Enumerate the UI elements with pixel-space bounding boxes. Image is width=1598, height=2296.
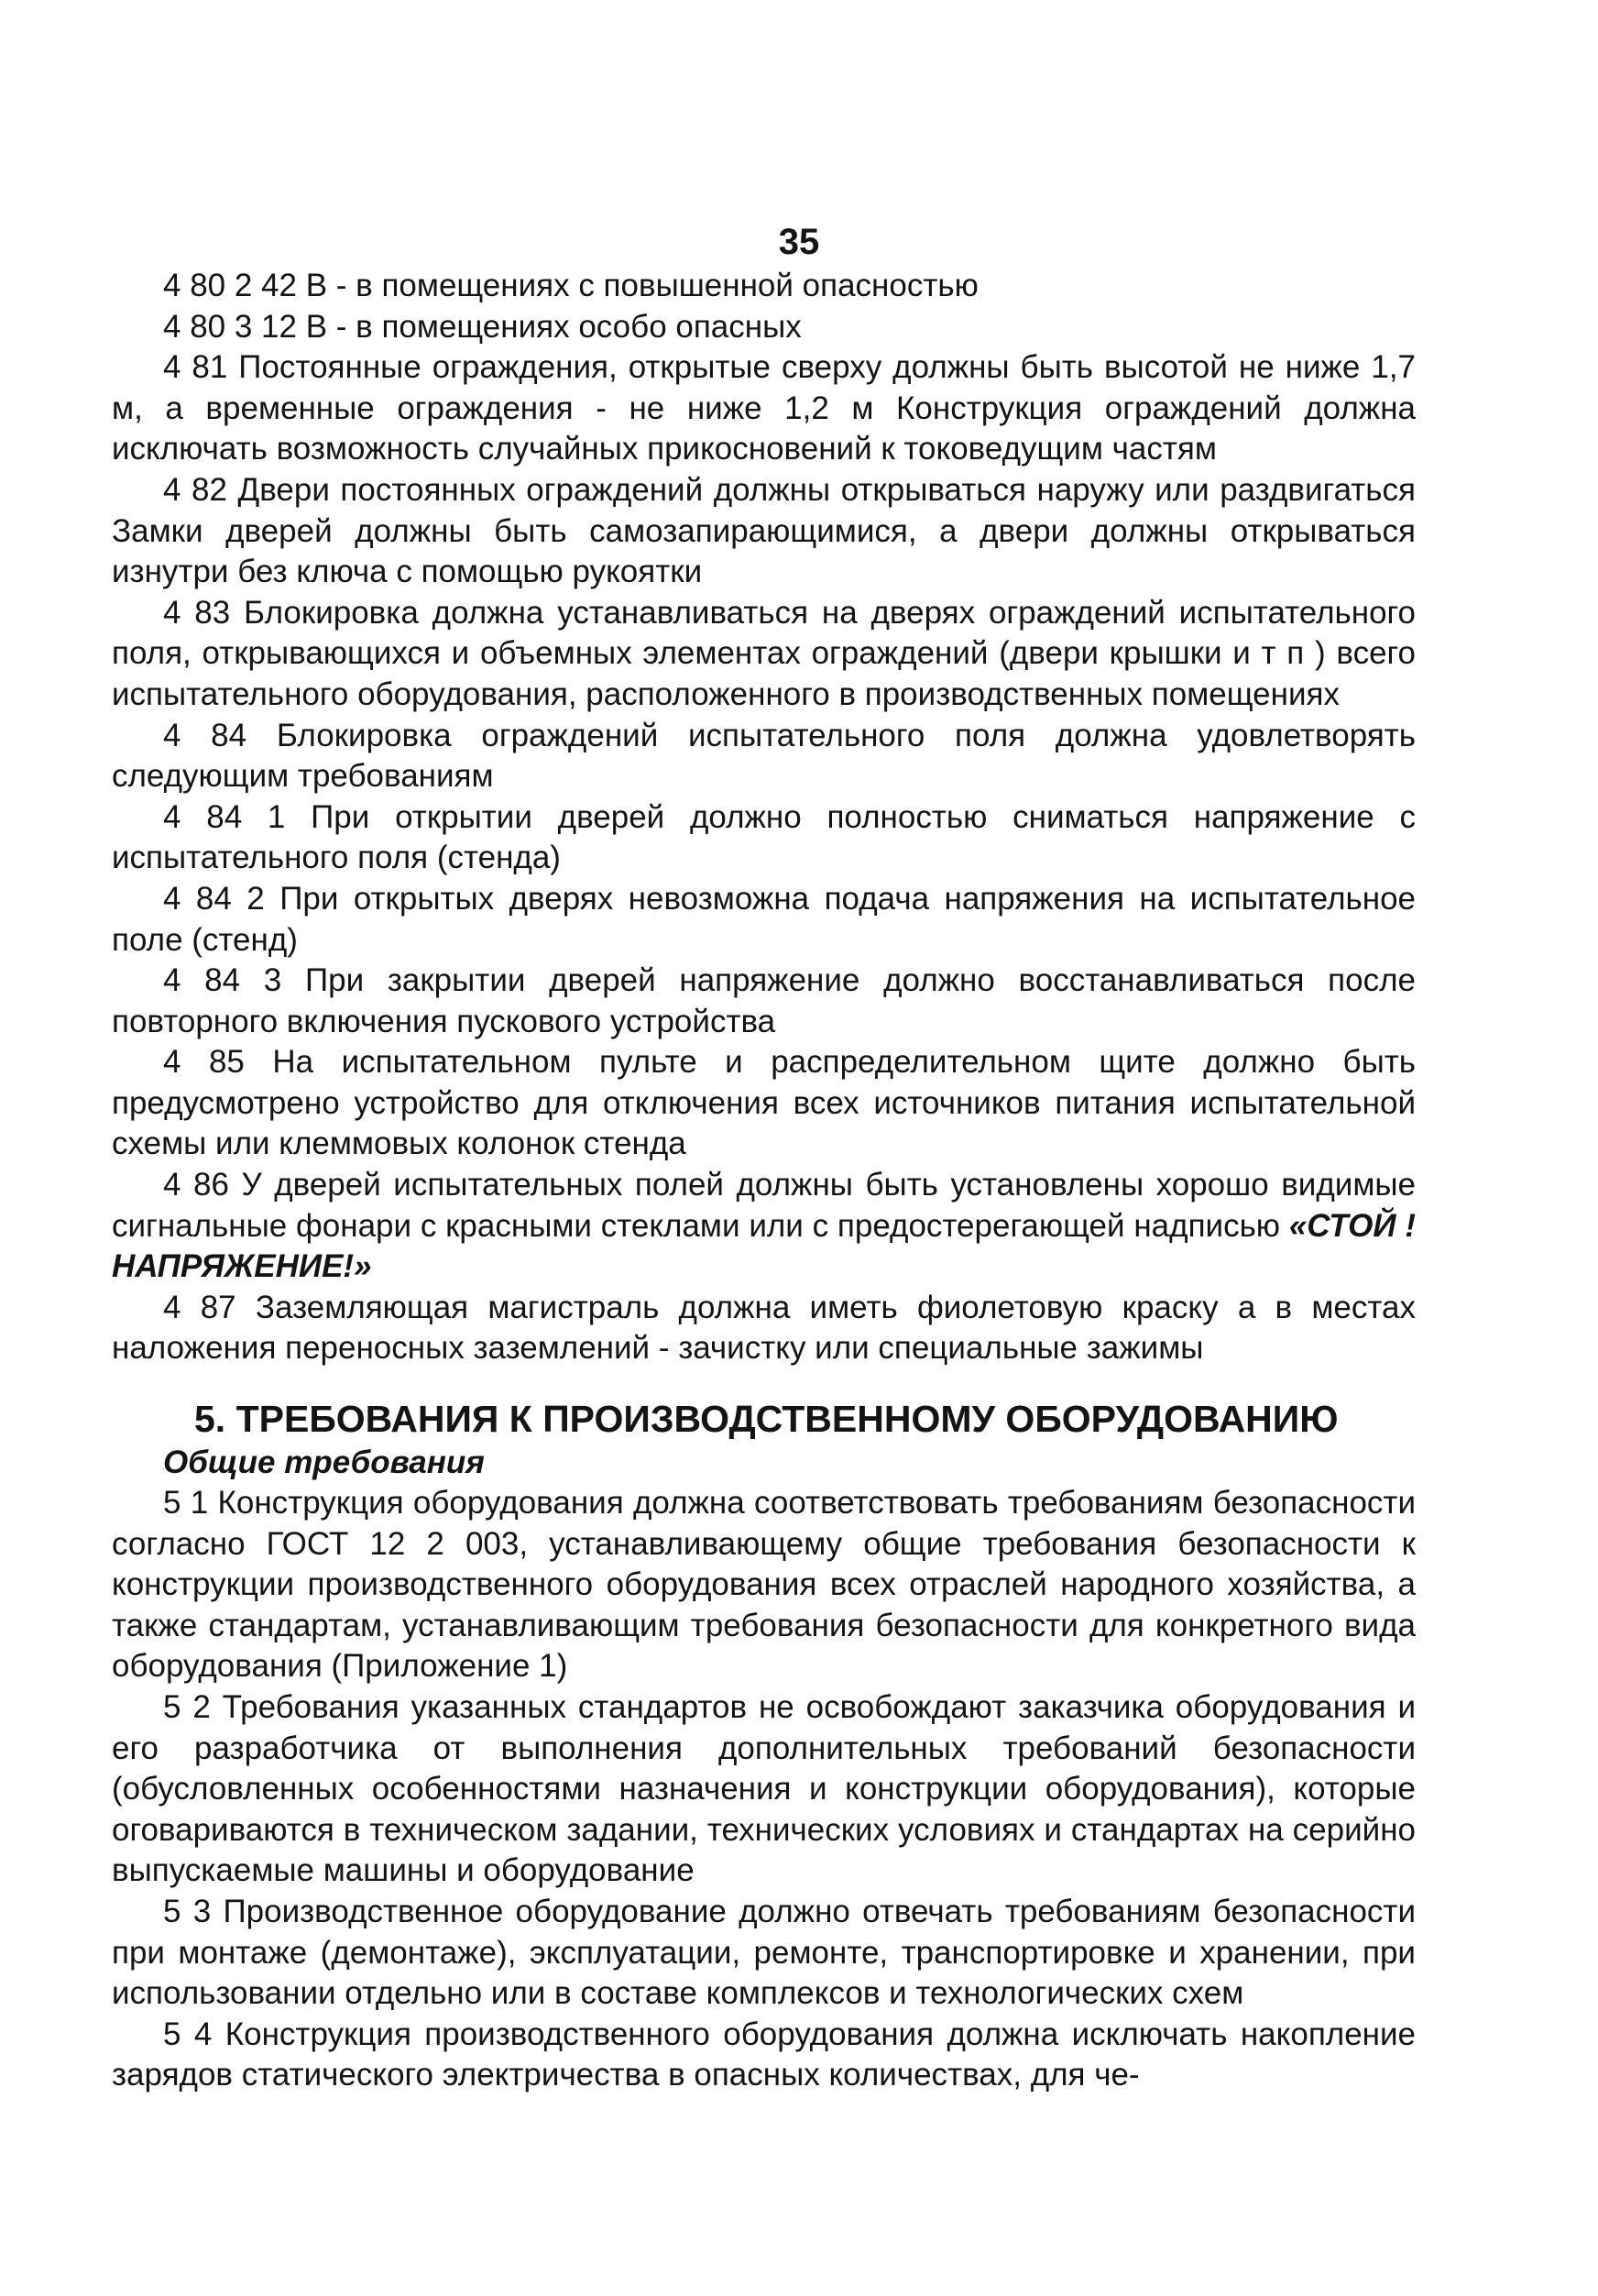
- paragraph-5-3: [112, 1892, 1416, 2015]
- clause-text: Заземляющая магистраль должна иметь фиолетовую краску а в местах наложения переносных заземлений - зачистку или специальные зажимы: [112, 1289, 1416, 1367]
- clause-number: 4 80 3: [163, 308, 253, 345]
- paragraph-4-86: [112, 1165, 1416, 1288]
- clause-text: Блокировка ограждений испытательного поля должна удовлетворять следующим требованиям: [112, 717, 1416, 795]
- paragraph-4-82: [112, 470, 1416, 593]
- clause-number: 4 80 2: [163, 268, 253, 303]
- paragraph-4-84-1: [112, 797, 1416, 879]
- clause-number: 4 85: [163, 1044, 245, 1081]
- clause-number: 4 86: [163, 1167, 229, 1203]
- clause-number: 4 84 1: [163, 798, 286, 835]
- clause-text: У дверей испытательных полей должны быть установлены хорошо видимые сигнальные фонари с красными стеклами или с предостерегающей надписью: [112, 1167, 1416, 1244]
- subsection-title: Общие требования: [163, 1445, 485, 1481]
- clause-text: При открытых дверях невозможна подача напряжения на испытательное поле (стенд): [112, 880, 1417, 958]
- clause-number: 5 3: [163, 1893, 212, 1929]
- paragraph-4-87: [112, 1288, 1416, 1369]
- paragraph-5-1: [112, 1483, 1416, 1687]
- paragraph-4-80-2: [112, 266, 1416, 307]
- paragraph-4-84-3: [112, 961, 1416, 1042]
- paragraph-4-80-3: [112, 307, 1416, 348]
- clause-number: 4 87: [163, 1289, 236, 1325]
- clause-text: Блокировка должна устанавливаться на дверях ограждений испытательного поля, открывающихся и объемных элементах ограждений (двери крышки и т п ) всего испытательного оборудования, расположенного в производственных помещениях: [112, 594, 1416, 712]
- paragraph-5-4: [112, 2015, 1416, 2096]
- clause-text: При открытии дверей должно полностью сниматься напряжение с испытательного поля (стенда): [112, 798, 1416, 876]
- section-title: 5. ТРЕБОВАНИЯ К ПРОИЗВОДСТВЕННОМУ ОБОРУДОВАНИЮ: [194, 1398, 1339, 1441]
- clause-number: 5 4: [163, 2016, 213, 2052]
- clause-number: 4 84 2: [163, 880, 265, 917]
- clause-number: 4 82: [163, 471, 227, 508]
- clause-number: 4 83: [163, 594, 231, 631]
- clause-text: Конструкция оборудования должна соответствовать требованиям безопасности согласно ГОСТ 12 2 003, устанавливающему общие требования безопасности к конструкции производственного оборудования всех отраслей народного хозяйства, а также стандартам, устанавливающим требования безопасности для конкретного вида оборудования (Приложение 1): [112, 1485, 1417, 1685]
- clause-text: 12 В - в помещениях особо опасных: [252, 308, 802, 345]
- paragraph-4-83: [112, 593, 1416, 716]
- paragraph-5-2: [112, 1687, 1416, 1892]
- clause-number: 5 1: [163, 1485, 209, 1522]
- page-number: 35: [778, 222, 820, 262]
- clause-text: Постоянные ограждения, открытые сверху должны быть высотой не ниже 1,7 м, а временные ограждения - не ниже 1,2 м Конструкция ограждений должна исключать возможность случайных прикосновений к токоведущим частям: [112, 349, 1417, 467]
- paragraph-4-81: [112, 347, 1416, 470]
- clause-number: 4 81: [163, 349, 228, 386]
- clause-text: Конструкция производственного оборудования должна исключать накопление зарядов статического электричества в опасных количествах, для че-: [112, 2016, 1417, 2093]
- clause-number: 5 2: [163, 1689, 211, 1725]
- clause-number: 4 84 3: [163, 962, 282, 999]
- paragraph-4-84: [112, 716, 1416, 797]
- paragraph-4-84-2: [112, 879, 1416, 961]
- clause-text: Двери постоянных ограждений должны открываться наружу или раздвигаться Замки дверей должны быть самозапирающимися, а двери должны открываться изнутри без ключа с помощью рукоятки: [112, 471, 1416, 590]
- clause-text: Требования указанных стандартов не освобождают заказчика оборудования и его разработчика от выполнения дополнительных требований безопасности (обусловленных особенностями назначения и конструкции оборудования), которые оговариваются в техническом задании, технических условиях и стандартах на серийно выпускаемые машины и оборудование: [112, 1689, 1417, 1889]
- clause-text: 42 В - в помещениях с повышенной опасностью: [252, 268, 979, 303]
- clause-number: 4 84: [163, 717, 247, 753]
- clause-text: Производственное оборудование должно отвечать требованиям безопасности при монтаже (демонтаже), эксплуатации, ремонте, транспортировке и хранении, при использовании отдельно или в составе комплексов и технологических схем: [112, 1893, 1417, 2012]
- warning-sign-text: «СТОЙ ! НАПРЯЖЕНИЕ!»: [112, 1207, 1416, 1285]
- page-content: [112, 266, 1416, 2096]
- clause-text: При закрытии дверей напряжение должно восстанавливаться после повторного включения пускового устройства: [112, 962, 1416, 1039]
- paragraph-4-85: [112, 1042, 1416, 1165]
- clause-text: На испытательном пульте и распределительном щите должно быть предусмотрено устройство для отключения всех источников питания испытательной схемы или клеммовых колонок стенда: [112, 1044, 1416, 1162]
